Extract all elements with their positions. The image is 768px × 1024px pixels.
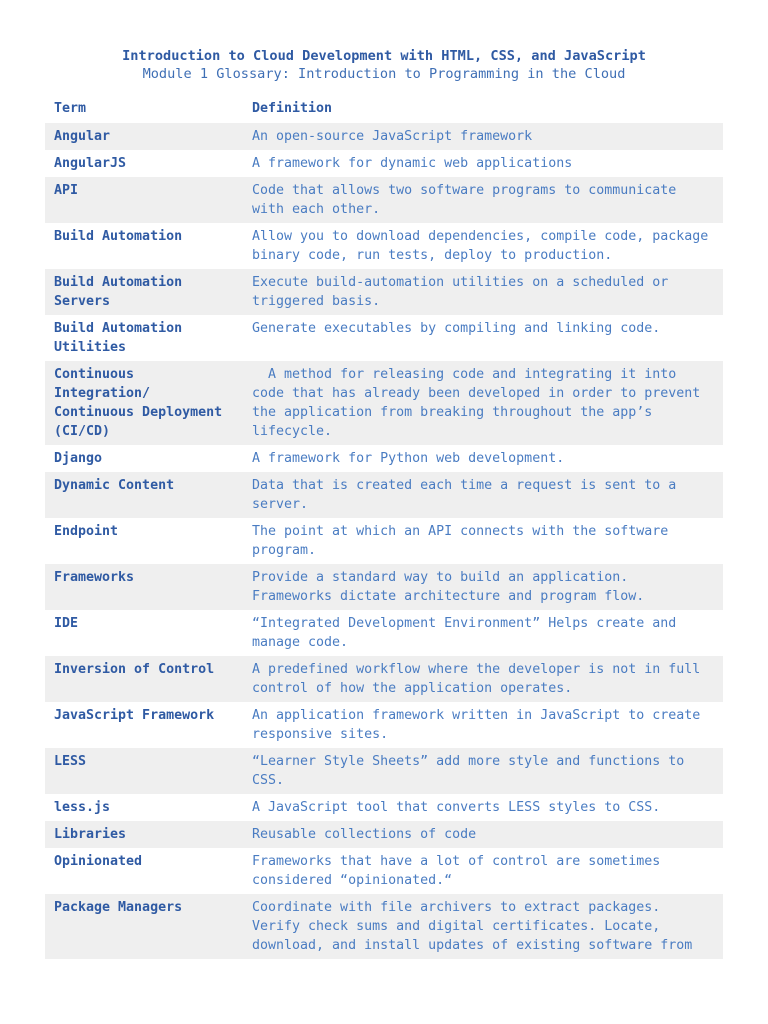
table-row <box>45 518 723 564</box>
glossary-definition: Frameworks that have a lot of control are sometimes considered “opinionated.“ <box>252 854 669 888</box>
table-row <box>45 150 723 177</box>
table-row <box>45 702 723 748</box>
table-row <box>45 361 723 445</box>
glossary-definition: Provide a standard way to build an application. Frameworks dictate architecture and program flow. <box>243 564 723 610</box>
glossary-term: Build Automation <box>54 229 183 244</box>
table-row <box>45 315 723 361</box>
table-row <box>45 821 723 848</box>
table-row <box>45 564 723 610</box>
document-subtitle: Module 1 Glossary: Introduction to Programming in the Cloud <box>142 66 626 82</box>
table-row <box>45 269 723 315</box>
glossary-term: Dynamic Content <box>45 472 243 518</box>
glossary-definition: A method for releasing code and integrating it into code that has already been developed in order to prevent the application from breaking throughout the app’s lifecycle. <box>243 361 723 445</box>
glossary-term: Continuous Integration/ Continuous Deployment (CI/CD) <box>45 361 243 445</box>
glossary-definition: Allow you to download dependencies, compile code, package binary code, run tests, deploy to production. <box>252 229 717 263</box>
table-row <box>45 177 723 223</box>
glossary-term: JavaScript Framework <box>54 708 215 723</box>
glossary-term: IDE <box>54 616 79 631</box>
glossary-definition: Code that allows two software programs to communicate with each other. <box>243 177 723 223</box>
document-header <box>0 0 768 83</box>
glossary-body <box>45 123 723 959</box>
glossary-header-row <box>45 95 723 123</box>
glossary-table <box>45 95 723 959</box>
table-row <box>45 610 723 656</box>
table-row <box>45 656 723 702</box>
glossary-definition: Data that is created each time a request is sent to a server. <box>243 472 723 518</box>
glossary-term: API <box>45 177 243 223</box>
glossary-term: Libraries <box>45 821 243 848</box>
glossary-term: Build Automation Servers <box>45 269 243 315</box>
glossary-definition: A JavaScript tool that converts LESS styles to CSS. <box>252 800 661 815</box>
glossary-definition: A framework for Python web development. <box>252 451 565 466</box>
glossary-definition: A framework for dynamic web applications <box>252 156 573 171</box>
table-row <box>45 894 723 959</box>
glossary-definition: A predefined workflow where the developer is not in full control of how the application operates. <box>243 656 723 702</box>
column-header-definition: Definition <box>252 101 333 116</box>
table-row <box>45 794 723 821</box>
glossary-definition: The point at which an API connects with the software program. <box>252 524 677 558</box>
glossary-term: LESS <box>45 748 243 794</box>
document-title: Introduction to Cloud Development with HTML, CSS, and JavaScript <box>122 48 646 64</box>
glossary-definition: Reusable collections of code <box>243 821 723 848</box>
glossary-definition: “Integrated Development Environment” Helps create and manage code. <box>252 616 685 650</box>
table-row <box>45 123 723 150</box>
glossary-term: Endpoint <box>54 524 119 539</box>
glossary-term: less.js <box>54 800 111 815</box>
glossary-term: Angular <box>45 123 243 150</box>
glossary-term: Inversion of Control <box>45 656 243 702</box>
table-row <box>45 445 723 472</box>
glossary-definition: Generate executables by compiling and linking code. <box>252 321 661 336</box>
glossary-term: Package Managers <box>45 894 243 959</box>
table-row <box>45 748 723 794</box>
glossary-definition: Execute build-automation utilities on a scheduled or triggered basis. <box>243 269 723 315</box>
glossary-term: AngularJS <box>54 156 127 171</box>
glossary-definition: An application framework written in JavaScript to create responsive sites. <box>252 708 709 742</box>
glossary-term: Frameworks <box>45 564 243 610</box>
table-row <box>45 472 723 518</box>
column-header-term: Term <box>54 101 87 116</box>
glossary-term: Opinionated <box>54 854 143 869</box>
glossary-term: Django <box>54 451 103 466</box>
table-row <box>45 848 723 894</box>
table-row <box>45 223 723 269</box>
glossary-definition: Coordinate with file archivers to extract packages. Verify check sums and digital certificates. Locate, download, and install updates of existing software from <box>243 894 723 959</box>
glossary-term: Build Automation Utilities <box>54 321 183 355</box>
glossary-definition: An open-source JavaScript framework <box>243 123 723 150</box>
glossary-definition: “Learner Style Sheets” add more style and functions to CSS. <box>243 748 723 794</box>
